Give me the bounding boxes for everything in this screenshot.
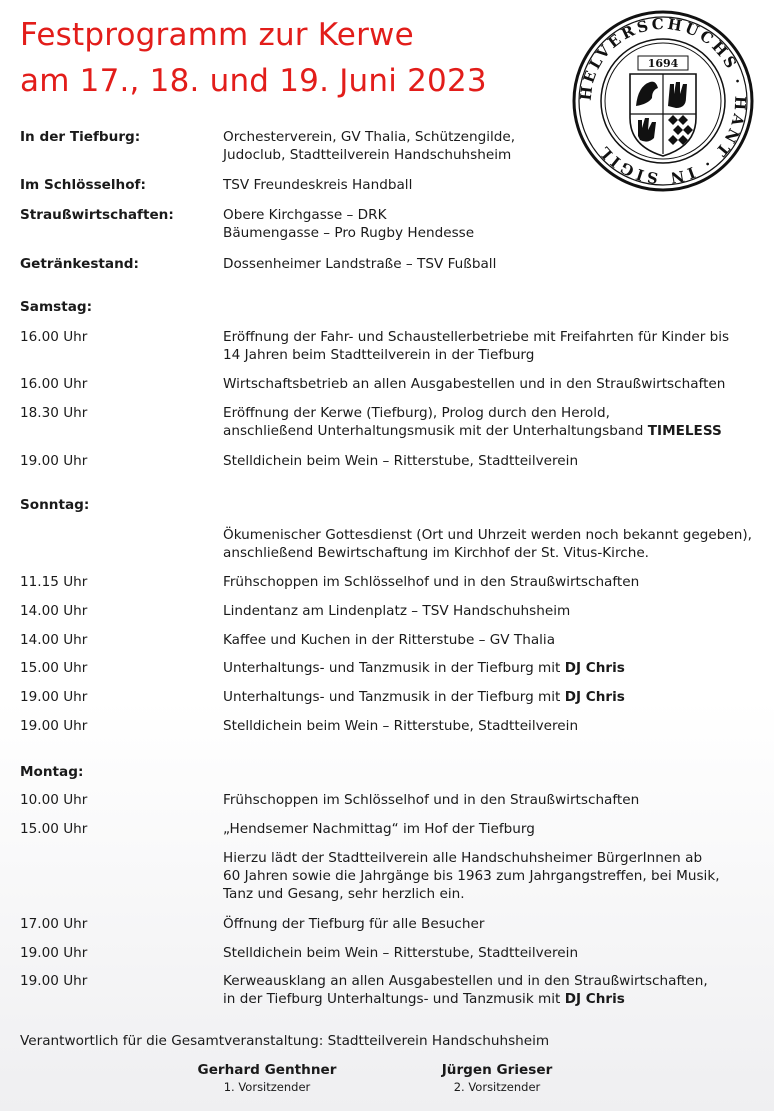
event-line: Stelldichein beim Wein – Ritterstube, Stadtteilverein (223, 945, 579, 961)
event-line: Ökumenischer Gottesdienst (Ort und Uhrzeit werden noch bekannt gegeben), (223, 527, 752, 543)
event-time: 17.00 Uhr (20, 916, 88, 932)
event-line: 60 Jahren sowie die Jahrgänge bis 1963 zum Jahrgangstreffen, bei Musik, (223, 868, 720, 884)
event-time: 14.00 Uhr (20, 632, 88, 648)
document-title-line-2: am 17., 18. und 19. Juni 2023 (20, 63, 487, 99)
event-line: Kaffee und Kuchen in der Ritterstube – GV Thalia (223, 632, 556, 648)
event-time: 10.00 Uhr (20, 792, 88, 808)
heading-montag: Montag: (20, 764, 84, 780)
seal-year: 1694 (647, 57, 679, 70)
signature-block-1 (186, 1061, 348, 1095)
location-line: TSV Freundeskreis Handball (223, 177, 413, 193)
event-line: Unterhaltungs- und Tanzmusik in der Tiefburg mit (223, 660, 561, 676)
event-time: 19.00 Uhr (20, 973, 88, 989)
event-line: Eröffnung der Kerwe (Tiefburg), Prolog durch den Herold, (223, 405, 610, 421)
event-time: 19.00 Uhr (20, 689, 88, 705)
signature-block-2 (416, 1061, 578, 1095)
event-line: Stelldichein beim Wein – Ritterstube, Stadtteilverein (223, 718, 579, 734)
event-time: 15.00 Uhr (20, 660, 88, 676)
signatory-role: 1. Vorsitzender (223, 1080, 311, 1094)
event-line: Frühschoppen im Schlösselhof und in den Straußwirtschaften (223, 574, 640, 590)
location-line: Dossenheimer Landstraße – TSV Fußball (223, 256, 497, 272)
location-label: Getränkestand: (20, 256, 139, 272)
event-time: 19.00 Uhr (20, 453, 88, 469)
location-label: Im Schlösselhof: (20, 177, 146, 193)
location-line: Obere Kirchgasse – DRK (223, 207, 387, 223)
event-line: „Hendsemer Nachmittag“ im Hof der Tiefburg (223, 821, 535, 837)
event-line: anschließend Bewirtschaftung im Kirchhof der St. Vitus-Kirche. (223, 545, 650, 561)
dj-name: DJ Chris (564, 991, 625, 1007)
event-line: Frühschoppen im Schlösselhof und in den Straußwirtschaften (223, 792, 640, 808)
event-time: 14.00 Uhr (20, 603, 88, 619)
signatory-name: Gerhard Genthner (197, 1062, 337, 1078)
dj-name: DJ Chris (564, 689, 625, 705)
location-line: Judoclub, Stadtteilverein Handschuhsheim (223, 147, 512, 163)
event-line: Stelldichein beim Wein – Ritterstube, Stadtteilverein (223, 453, 579, 469)
event-line: Eröffnung der Fahr- und Schaustellerbetriebe mit Freifahrten für Kinder bis (223, 329, 730, 345)
dj-name: DJ Chris (564, 660, 625, 676)
location-line: Bäumengasse – Pro Rugby Hendesse (223, 225, 475, 241)
event-line: Kerweausklang an allen Ausgabestellen und in den Straußwirtschaften, (223, 973, 708, 989)
event-time: 16.00 Uhr (20, 376, 88, 392)
event-line: in der Tiefburg Unterhaltungs- und Tanzmusik mit (223, 991, 561, 1007)
seal-ring-text: HELVERSCHUCHS · HANT · IN SIGIL (576, 14, 750, 188)
signatory-role: 2. Vorsitzender (453, 1080, 541, 1094)
event-time: 16.00 Uhr (20, 329, 88, 345)
heading-sonntag: Sonntag: (20, 497, 90, 513)
document-title-line-1: Festprogramm zur Kerwe (20, 17, 414, 53)
event-time: 15.00 Uhr (20, 821, 88, 837)
heading-samstag: Samstag: (20, 299, 93, 315)
event-line: Lindentanz am Lindenplatz – TSV Handschuhsheim (223, 603, 571, 619)
event-line: Tanz und Gesang, sehr herzlich ein. (223, 886, 465, 902)
band-name: TIMELESS (647, 423, 722, 439)
event-line: anschließend Unterhaltungsmusik mit der Unterhaltungsband (223, 423, 644, 439)
signatory-name: Jürgen Grieser (441, 1062, 553, 1078)
responsibility-note: Verantwortlich für die Gesamtveranstaltung: Stadtteilverein Handschuhsheim (20, 1033, 550, 1049)
event-time: 11.15 Uhr (20, 574, 88, 590)
event-line: Hierzu lädt der Stadtteilverein alle Handschuhsheimer BürgerInnen ab (223, 850, 703, 866)
location-line: Orchesterverein, GV Thalia, Schützengilde, (223, 129, 516, 145)
location-label: In der Tiefburg: (20, 129, 141, 145)
handschuhsheim-seal-emblem (572, 10, 754, 192)
event-line: Öffnung der Tiefburg für alle Besucher (223, 916, 485, 932)
event-time: 19.00 Uhr (20, 945, 88, 961)
event-line: Unterhaltungs- und Tanzmusik in der Tiefburg mit (223, 689, 561, 705)
event-time: 18.30 Uhr (20, 405, 88, 421)
event-line: Wirtschaftsbetrieb an allen Ausgabestellen und in den Straußwirtschaften (223, 376, 726, 392)
location-label: Straußwirtschaften: (20, 207, 174, 223)
event-time: 19.00 Uhr (20, 718, 88, 734)
event-line: 14 Jahren beim Stadtteilverein in der Tiefburg (223, 347, 535, 363)
